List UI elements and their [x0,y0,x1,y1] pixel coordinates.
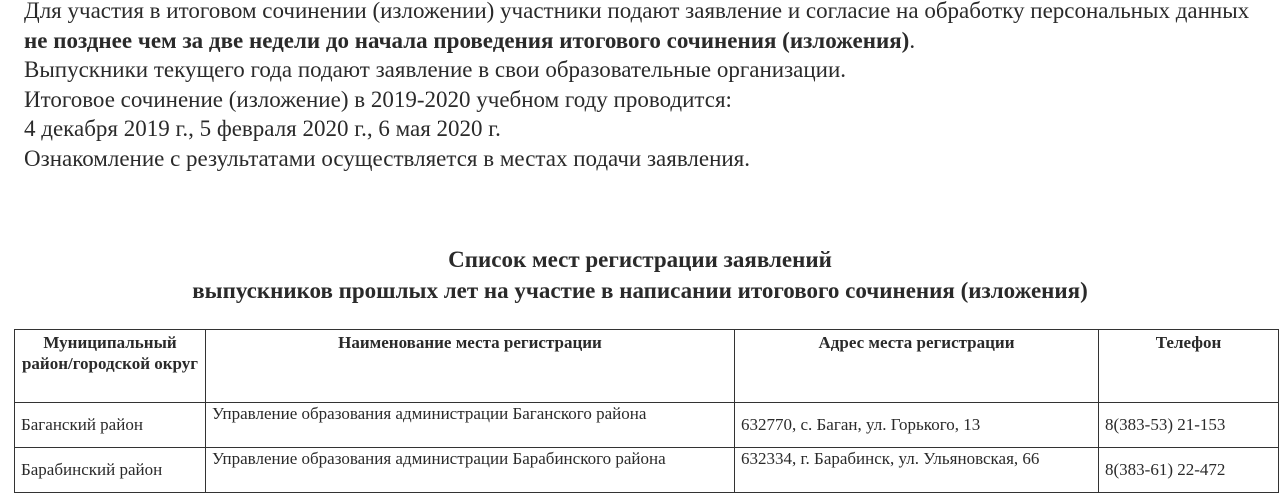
cell-phone: 8(383-61) 22-472 [1099,448,1279,493]
intro-paragraph-1-end: . [909,27,916,53]
intro-paragraph-1-bold: не позднее чем за две недели до начала проведения итогового сочинения (изложения) [24,27,910,53]
intro-paragraph-1 [24,0,1264,55]
list-heading-line-1: Список мест регистрации заявлений [448,247,832,272]
header-district: Муниципальный район/городской округ [15,330,206,403]
intro-text [24,0,1264,173]
cell-district: Баганский район [15,403,206,448]
intro-line-2: Выпускники текущего года подают заявление в свои образовательные организации. [24,57,847,82]
cell-phone: 8(383-53) 21-153 [1099,403,1279,448]
table-row [15,403,1279,448]
header-place: Наименование места регистрации [206,330,735,403]
cell-address: 632334, г. Барабинск, ул. Ульяновская, 66 [735,448,1099,493]
cell-address: 632770, с. Баган, ул. Горького, 13 [735,403,1099,448]
list-heading-line-2: выпускников прошлых лет на участие в написании итогового сочинения (изложения) [192,278,1088,303]
cell-district: Барабинский район [15,448,206,493]
table-row [15,448,1279,493]
registration-places-table [14,329,1279,493]
cell-place: Управление образования администрации Баганского района [206,403,735,448]
intro-line-4: 4 декабря 2019 г., 5 февраля 2020 г., 6 мая 2020 г. [24,116,501,141]
intro-line-3: Итоговое сочинение (изложение) в 2019-2020 учебном году проводится: [24,86,732,112]
cell-place: Управление образования администрации Барабинского района [206,448,735,493]
header-phone: Телефон [1099,330,1279,403]
intro-line-5: Ознакомление с результатами осуществляется в местах подачи заявления. [24,145,751,171]
header-address: Адрес места регистрации [735,330,1099,403]
intro-paragraph-1-start: Для участия в итоговом сочинении (изложении) участники подают заявление и согласие на обработку персональных данных [24,0,1250,23]
table-header-row [15,330,1279,403]
